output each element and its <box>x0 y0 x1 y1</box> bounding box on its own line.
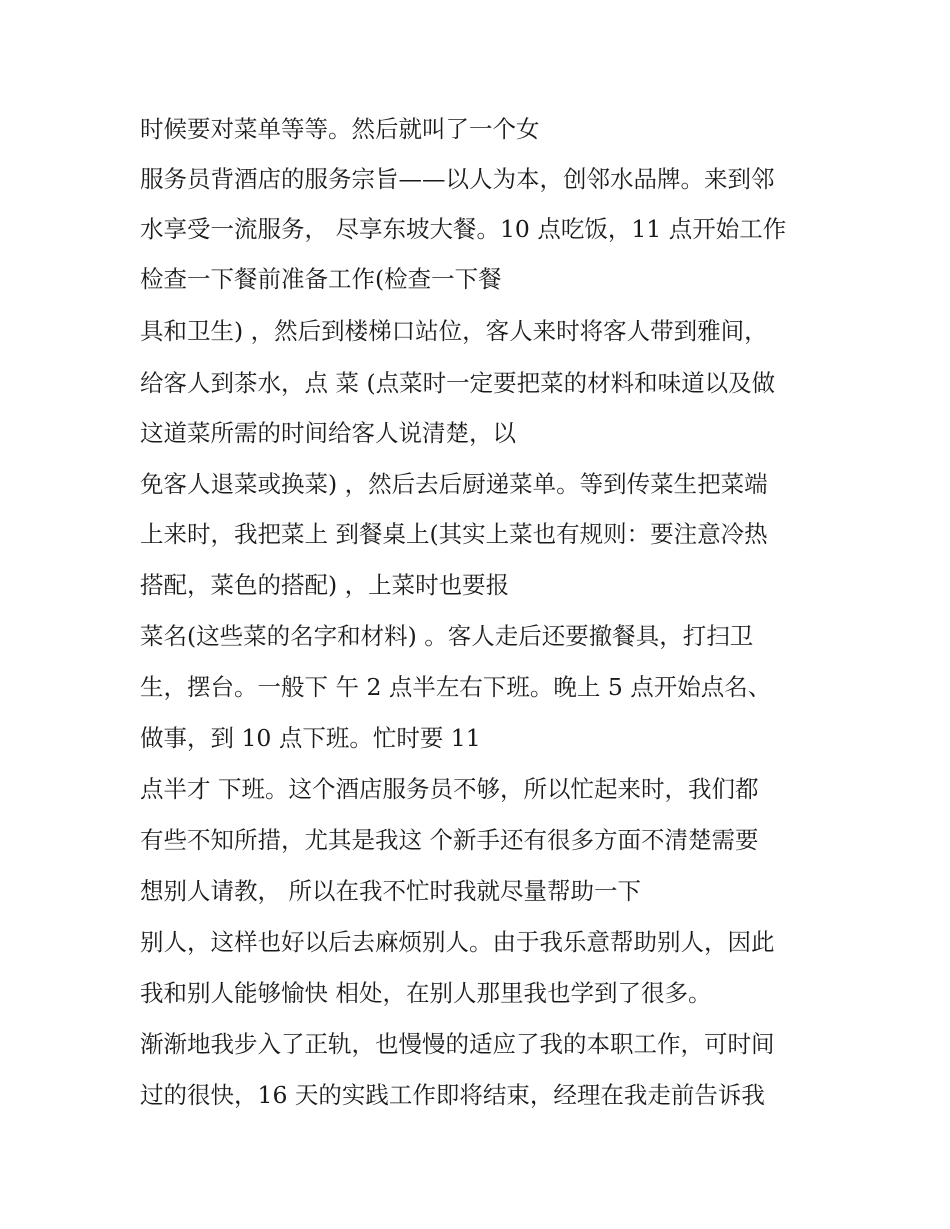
text-line: 搭配，菜色的搭配) ，上菜时也要报 <box>140 571 510 599</box>
text-line: 上来时，我把菜上 到餐桌上(其实上菜也有规则：要注意冷热 <box>140 520 768 548</box>
text-line: 服务员背酒店的服务宗旨——以人为本，创邻水品牌。来到邻 <box>140 165 775 193</box>
text-line: 做事，到 10 点下班。忙时要 11 <box>140 724 481 752</box>
text-line: 水享受一流服务， 尽享东坡大餐。10 点吃饭，11 点开始工作 <box>140 215 787 243</box>
text-line: 具和卫生) ，然后到楼梯口站位，客人来时将客人带到雅间， <box>140 317 768 345</box>
text-line: 别人，这样也好以后去麻烦别人。由于我乐意帮助别人，因此 <box>140 928 775 956</box>
text-line: 检查一下餐前准备工作(检查一下餐 <box>140 265 502 293</box>
text-line: 我和别人能够愉快 相处，在别人那里我也学到了很多。 <box>140 979 712 1007</box>
text-line: 过的很快，16 天的实践工作即将结束，经理在我走前告诉我 <box>140 1081 765 1109</box>
text-line: 这道菜所需的时间给客人说清楚，以 <box>140 419 516 447</box>
text-line: 有些不知所措，尤其是我这 个新手还有很多方面不清楚需要 <box>140 826 759 854</box>
text-line: 菜名(这些菜的名字和材料) 。客人走后还要撤餐具，打扫卫 <box>140 622 754 650</box>
text-line: 时候要对菜单等等。然后就叫了一个女 <box>140 115 540 143</box>
text-line: 渐渐地我步入了正轨，也慢慢的适应了我的本职工作，可时间 <box>140 1030 775 1058</box>
text-line: 免客人退菜或换菜) ，然后去后厨递菜单。等到传菜生把菜端 <box>140 470 768 498</box>
text-line: 生，摆台。一般下 午 2 点半左右下班。晚上 5 点开始点名、 <box>140 673 772 701</box>
text-line: 点半才 下班。这个酒店服务员不够，所以忙起来时，我们都 <box>140 775 759 803</box>
text-line: 想别人请教， 所以在我不忙时我就尽量帮助一下 <box>140 877 641 905</box>
text-line: 给客人到茶水，点 菜 (点菜时一定要把菜的材料和味道以及做 <box>140 369 776 397</box>
